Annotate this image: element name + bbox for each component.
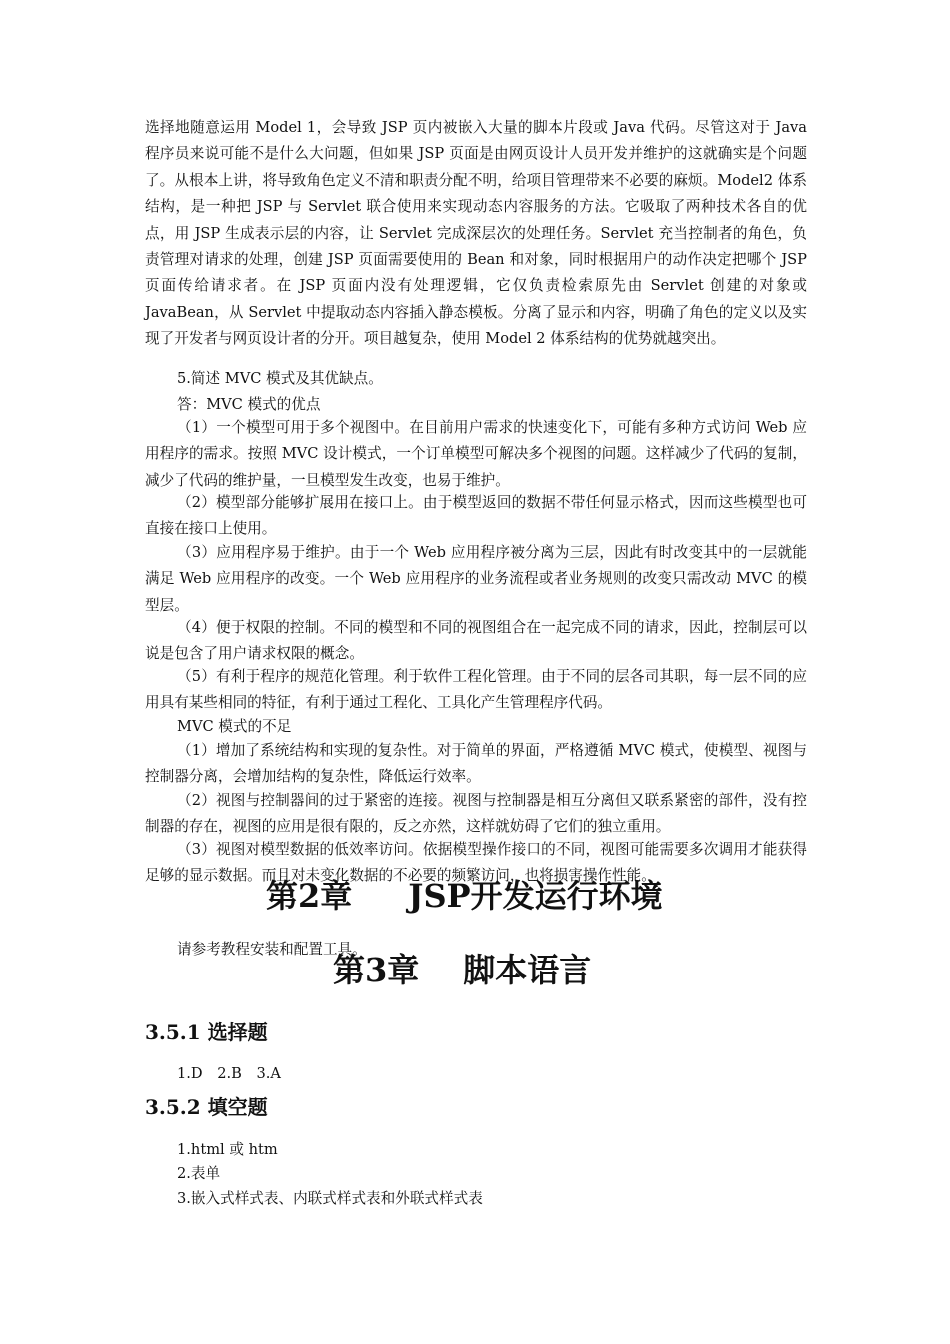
chapter-2-prefix: 第 (266, 877, 299, 915)
chapter-2-body: 请参考教程安装和配置工具。 (177, 941, 367, 958)
paragraph-model2: 选择地随意运用 Model 1，会导致 JSP 页内被嵌入大量的脚本片段或 Java 代码。尽管这对于 Java 程序员来说可能不是什么大问题，但如果 JSP 页面是由网页设计人员开发并维护的这就确实是个问题了。从根本上讲，将导致角色定义不清和职责分配不明，给项目管理带来不必要的麻烦。Model2 体系结构，是一种把 JSP 与 Servlet 联合使用来实现动态内容服务的方法。它吸取了两种技术各自的优点，用 JSP 生成表示层的内容，让 Servlet 完成深层次的处理任务。Servlet 充当控制者的角色，负责管理对请求的处理，创建 JSP 页面需要使用的 Bean 和对象，同时根据用户的动作决定把哪个 JSP 页面传给请求者。在 JSP 页面内没有处理逻辑，它仅负责检索原先由 Servlet 创建的对象或 JavaBean，从 Servlet 中提取动态内容插入静态模板。分离了显示和内容，明确了角色的定义以及实现了开发者与网页设计者的分开。项目越复杂，使用 Model 2 体系结构的优势就越突出。 (145, 119, 807, 348)
disadvantage-3: （3）视图对模型数据的低效率访问。依据模型操作接口的不同，视图可能需要多次调用才能获得足够的显示数据。而且对未变化数据的不必要的频繁访问，也将损害操作性能。 (145, 841, 807, 885)
question-5: 5.简述 MVC 模式及其优缺点。 (177, 370, 383, 387)
section-3-5-2-heading (145, 1093, 268, 1121)
disadvantages-title: MVC 模式的不足 (177, 718, 292, 735)
chapter-3-title: 脚本语言 (463, 951, 592, 989)
chapter-2-word: 章 (320, 877, 353, 915)
chapter-2-title: 开发运行环境 (470, 877, 663, 915)
choice-answers: 1.D 2.B 3.A (177, 1065, 281, 1082)
chapter-2-heading (266, 876, 663, 916)
section-3-5-1-title: 选择题 (207, 1020, 268, 1044)
section-3-5-2-title: 填空题 (207, 1095, 268, 1119)
advantage-1: （1）一个模型可用于多个视图中。在目前用户需求的快速变化下，可能有多种方式访问 Web 应用程序的需求。按照 MVC 设计模式，一个订单模型可解决多个视图的问题。这样减少了代码的复制，减少了代码的维护量，一旦模型发生改变，也易于维护。 (145, 419, 807, 489)
section-3-5-1-heading (145, 1018, 268, 1046)
disadvantage-2: （2）视图与控制器间的过于紧密的连接。视图与控制器是相互分离但又联系紧密的部件，没有控制器的存在，视图的应用是很有限的，反之亦然，这样就妨碍了它们的独立重用。 (145, 792, 807, 836)
chapter-3-prefix: 第 (333, 951, 366, 989)
advantage-3: （3）应用程序易于维护。由于一个 Web 应用程序被分离为三层，因此有时改变其中的一层就能满足 Web 应用程序的改变。一个 Web 应用程序的业务流程或者业务规则的改变只需改动 MVC 的模型层。 (145, 544, 807, 614)
advantage-5: （5）有利于程序的规范化管理。利于软件工程化管理。由于不同的层各司其职，每一层不同的应用具有某些相同的特征，有利于通过工程化、工具化产生管理程序代码。 (145, 668, 807, 712)
advantage-4: （4）便于权限的控制。不同的模型和不同的视图组合在一起完成不同的请求，因此，控制层可以说是包含了用户请求权限的概念。 (145, 619, 807, 663)
disadvantage-1: （1）增加了系统结构和实现的复杂性。对于简单的界面，严格遵循 MVC 模式，使模型、视图与控制器分离，会增加结构的复杂性，降低运行效率。 (145, 742, 807, 786)
fill-answer-3: 3.嵌入式样式表、内联式样式表和外联式样式表 (177, 1190, 483, 1207)
advantage-2: （2）模型部分能够扩展用在接口上。由于模型返回的数据不带任何显示格式，因而这些模型也可直接在接口上使用。 (145, 494, 807, 538)
section-3-5-2-number: 3.5.2 (145, 1095, 201, 1119)
chapter-3-number: 3 (365, 951, 388, 989)
chapter-3-word: 章 (387, 951, 420, 989)
fill-answer-1: 1.html 或 htm (177, 1141, 278, 1158)
fill-answer-2: 2.表单 (177, 1165, 221, 1182)
chapter-3-heading (333, 950, 591, 990)
chapter-2-title-jsp: JSP (408, 877, 471, 915)
section-3-5-1-number: 3.5.1 (145, 1020, 201, 1044)
answer-intro: 答：MVC 模式的优点 (177, 396, 321, 413)
chapter-2-number: 2 (298, 877, 321, 915)
